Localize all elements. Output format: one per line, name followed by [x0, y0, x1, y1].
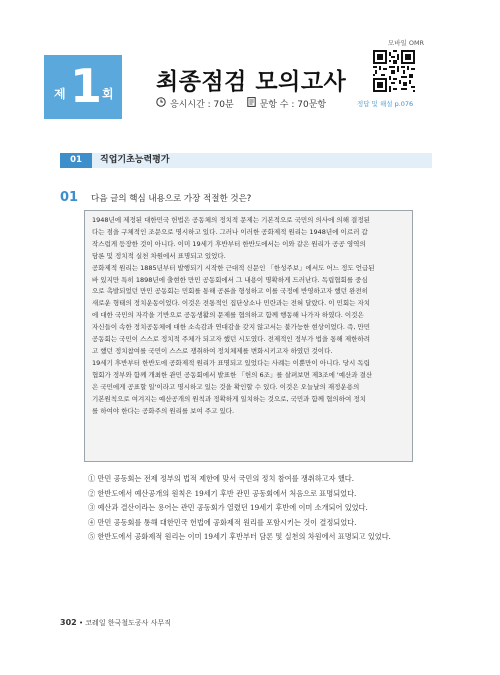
passage-box — [84, 210, 413, 462]
passage-line: 고 했던 정치참여를 국민이 스스로 쟁취하여 정치체제를 변화시키고자 하였던 것이다. — [92, 346, 333, 355]
page-number: 302 — [60, 618, 77, 627]
passage-line: 바 있지만 특히 1898년에 출현한 만민 공동회에서 그 내용이 명확하게 드러난다. 독립협회를 중심 — [92, 275, 368, 284]
answer-option-1[interactable]: ① 만민 공동회는 전제 정부의 법적 제한에 맞서 국민의 정치 참여를 쟁취하고자 했다. — [88, 474, 355, 483]
exam-meta — [156, 97, 336, 110]
section-header — [60, 153, 432, 168]
round-number: 1 — [70, 59, 103, 113]
question-stem: 다음 글의 핵심 내용으로 가장 적절한 것은? — [91, 194, 252, 204]
passage-line: 협회가 정부와 함께 개최한 관민 공동회에서 발표한 「헌의 6조」를 살펴보면 제3조에 '예산과 결산 — [92, 370, 373, 379]
round-suffix: 회 — [102, 87, 114, 101]
answer-option-4[interactable]: ④ 만민 공동회를 통해 대한민국 헌법에 공화제적 원리를 포함시키는 것이 결정되었다. — [88, 517, 357, 527]
qr-caption: 모바일 OMR — [387, 39, 425, 47]
page-footer — [60, 618, 171, 628]
passage-line: 작스럽게 등장한 것이 아니다. 이미 19세기 후반부터 한반도에서는 이와 같은 원리가 공공 영역의 — [92, 239, 366, 248]
passage-line: 19세기 후반부터 한반도에 공화제적 원리가 표명되고 있었다는 사례는 이뿐만이 아니다. 당시 독립 — [92, 358, 370, 367]
passage-line: 새로운 형태의 정치운동이었다. 이것은 전통적인 집단상소나 민란과는 전혀 달랐다. 이 민회는 자치 — [92, 299, 371, 308]
passage-line: 다는 점을 구체적인 조문으로 명시하고 있다. 그러나 이러한 공화제적 원리는 1948년에 이르러 갑 — [92, 227, 368, 236]
page-title: 최종점검 모의고사 — [156, 69, 347, 95]
section-number: 01 — [60, 153, 92, 168]
answer-option-5[interactable]: ⑤ 한반도에서 공화제적 원리는 이미 19세기 후반부터 담론 및 실천의 차원에서 표명되고 있었다. — [88, 532, 391, 542]
answer-option-2[interactable]: ② 한반도에서 예산공개의 원칙은 19세기 후반 관민 공동회에서 처음으로 표명되었다. — [88, 488, 357, 498]
passage-line: 에 대한 국민의 자각을 기반으로 공동생활의 문제를 협의하고 함께 행동해 나가자 하였다. 이것은 — [92, 311, 364, 320]
passage-line: 1948년에 제정된 대한민국 헌법은 공동체의 정치적 문제는 기본적으로 국민의 의사에 의해 결정된 — [92, 216, 370, 224]
passage-line: 으로 촉발되었던 만민 공동회는 민회를 통해 공론을 형성하고 이를 국정에 반영하고자 했던 완전히 — [92, 287, 368, 296]
section-title: 직업기초능력평가 — [100, 155, 170, 165]
round-prefix: 제 — [54, 87, 66, 101]
question-count — [247, 97, 327, 110]
footer-separator: • — [78, 619, 86, 627]
passage-line: 공화제적 원리는 1885년부터 발행되기 시작한 근대적 신문인 「한성주보」에서도 어느 정도 언급된 — [92, 263, 375, 272]
book-title: 코레일 한국철도공사 사무직 — [85, 619, 171, 627]
document-icon — [247, 97, 256, 110]
answer-note: 정답 및 해설 p.076 — [357, 100, 414, 108]
question-count-label: 문항 수 : 70문항 — [259, 100, 327, 110]
clock-icon — [156, 97, 166, 110]
passage-line: 기본원칙으로 여겨지는 예산공개의 원칙과 정확하게 일치하는 것으로, 국민과 함께 협의하여 정치 — [92, 394, 366, 403]
answer-options — [88, 472, 391, 545]
passage-line: 를 하여야 한다는 공화주의 원리를 보여 주고 있다. — [92, 406, 235, 415]
passage-line: 은 국민에게 공표할 일'이라고 명시하고 있는 것을 확인할 수 있다. 이것은 오늘날의 재정운용의 — [92, 382, 360, 391]
answer-option-3[interactable]: ③ 예산과 결산이라는 용어는 관민 공동회가 열렸던 19세기 후반에 이미 소개되어 있었다. — [88, 503, 368, 513]
round-badge — [44, 55, 122, 119]
passage-line: 공동회는 국민이 스스로 정치적 주체가 되고자 했던 시도였다. 전제적인 정부가 법을 통해 제한하려 — [92, 335, 371, 344]
qr-code-icon[interactable] — [373, 50, 415, 92]
passage-line: 자신들이 속한 정치공동체에 대한 소속감과 연대감을 갖지 않고서는 불가능한 현상이었다. 즉, 만민 — [92, 323, 371, 332]
question-number: 01 — [60, 190, 79, 205]
exam-time-label: 응시시간 : 70분 — [170, 100, 234, 110]
exam-time — [156, 97, 234, 110]
passage-line: 담론 및 정치적 실천 차원에서 표명되고 있었다. — [92, 251, 226, 260]
